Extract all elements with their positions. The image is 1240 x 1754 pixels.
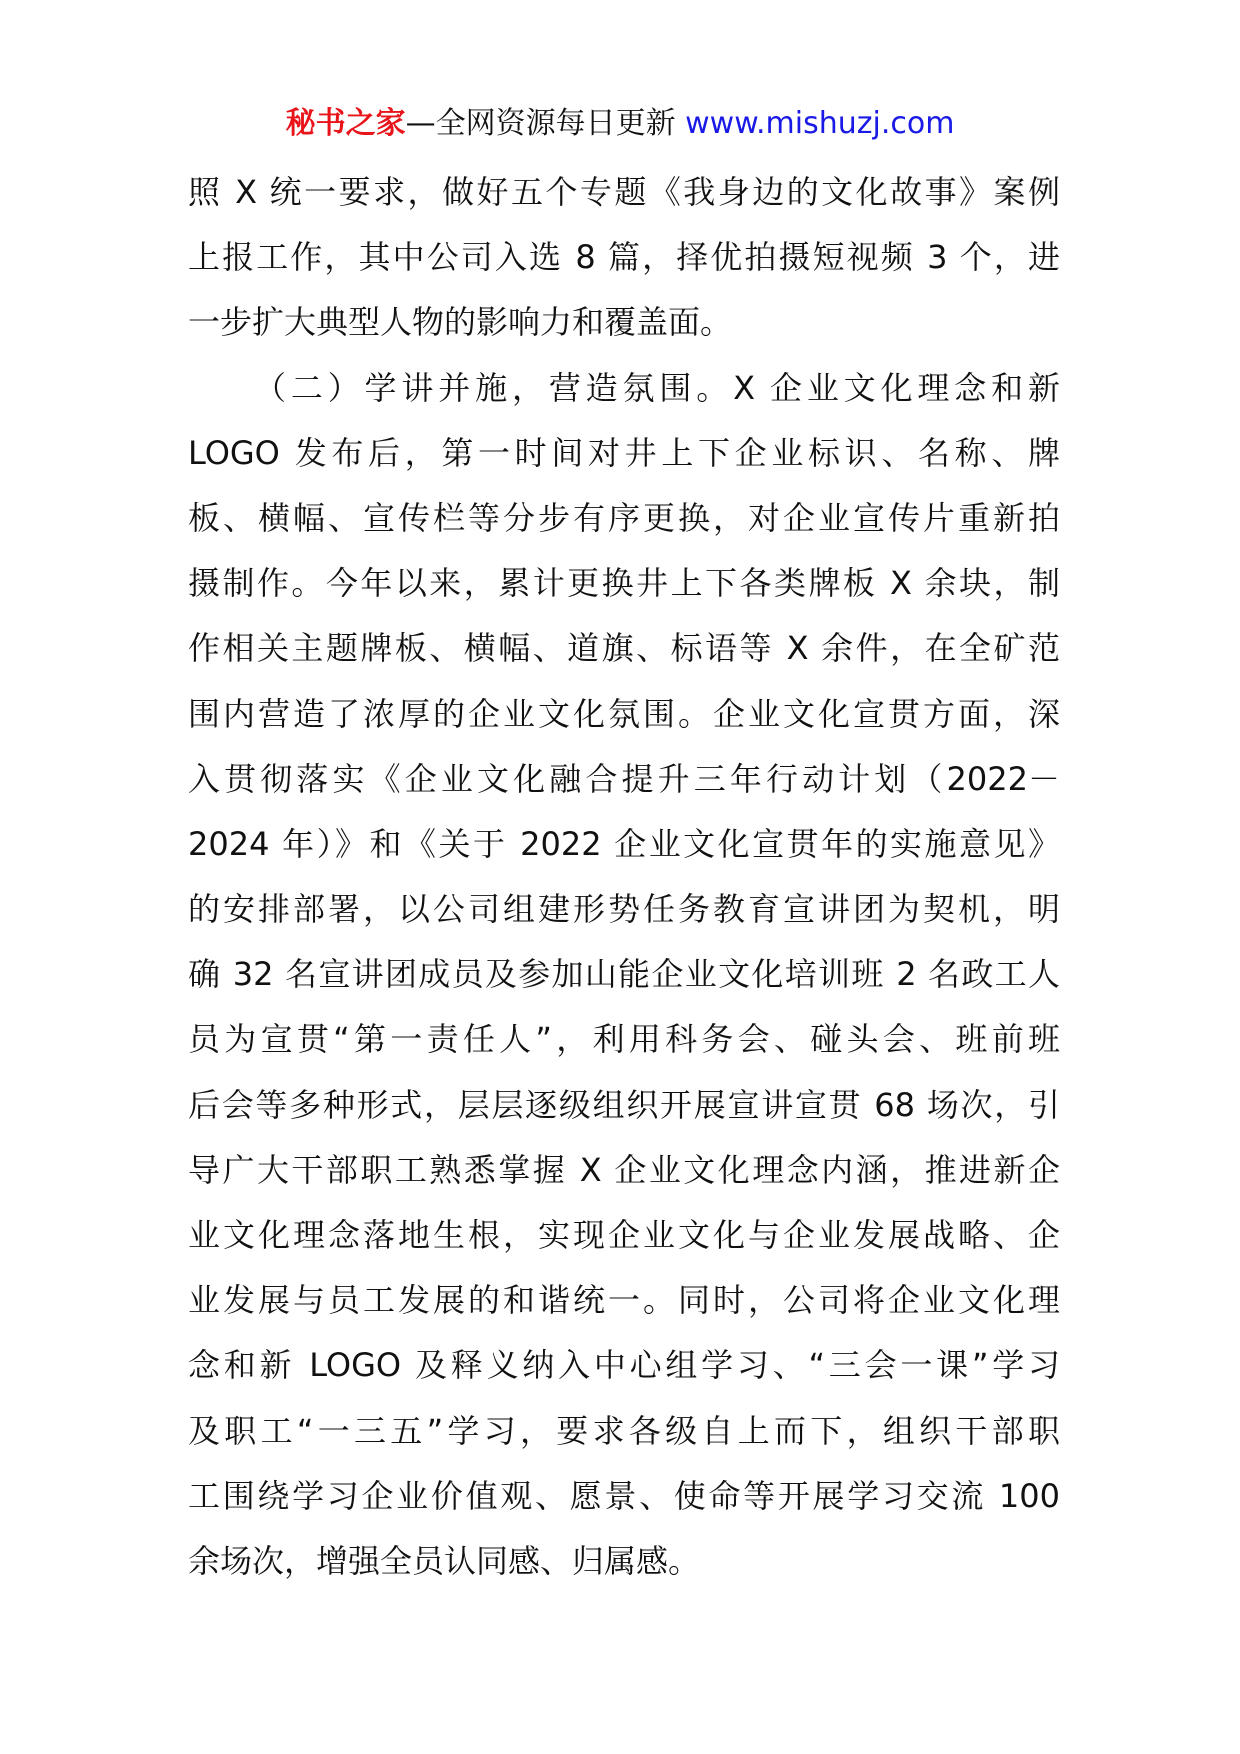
text-line: 余场次，增强全员认同感、归属感。	[188, 1541, 701, 1580]
text-line: 围内营造了浓厚的企业文化氛围。企业文化宣贯方面，深	[188, 694, 1060, 733]
paragraph-1	[188, 160, 1060, 356]
text-line: 摄制作。今年以来，累计更换井上下各类牌板 X 余块，制	[188, 564, 1060, 603]
text-line: 工围绕学习企业价值观、愿景、使命等开展学习交流 100	[188, 1476, 1060, 1515]
text-line: 确 32 名宣讲团成员及参加山能企业文化培训班 2 名政工人	[188, 955, 1060, 994]
text-line: 照 X 统一要求，做好五个专题《我身边的文化故事》案例	[188, 173, 1060, 211]
text-line: 念和新 LOGO 及释义纳入中心组学习、“三会一课”学习	[188, 1346, 1060, 1385]
text-line: 入贯彻落实《企业文化融合提升三年行动计划（2022－	[188, 759, 1060, 798]
text-line: 导广大干部职工熟悉掌握 X 企业文化理念内涵，推进新企	[188, 1150, 1060, 1189]
paragraph-2	[188, 356, 1060, 1595]
text-line: 板、横幅、宣传栏等分步有序更换，对企业宣传片重新拍	[188, 498, 1060, 537]
text-line: 后会等多种形式，层层逐级组织开展宣讲宣贯 68 场次，引	[188, 1085, 1060, 1124]
text-line: 上报工作，其中公司入选 8 篇，择优拍摄短视频 3 个，进	[188, 238, 1060, 277]
text-line: 业文化理念落地生根，实现企业文化与企业发展战略、企	[188, 1216, 1060, 1254]
text-line: 作相关主题牌板、横幅、道旗、标语等 X 余件，在全矿范	[188, 629, 1060, 668]
site-url-link[interactable]: www.mishuzj.com	[685, 106, 955, 141]
site-tagline: —全网资源每日更新	[405, 106, 686, 141]
document-body	[188, 160, 1060, 1594]
text-line: 的安排部署，以公司组建形势任务教育宣讲团为契机，明	[188, 890, 1060, 929]
page-header	[0, 104, 1240, 144]
site-brand: 秘书之家	[285, 106, 406, 141]
text-line: （二）学讲并施，营造氛围。X 企业文化理念和新	[254, 368, 1060, 407]
text-line: 2024 年）》和《关于 2022 企业文化宣贯年的实施意见》	[188, 824, 1060, 863]
text-line: 业发展与员工发展的和谐统一。同时，公司将企业文化理	[188, 1281, 1060, 1320]
text-line: 员为宣贯“第一责任人”，利用科务会、碰头会、班前班	[188, 1020, 1060, 1059]
text-line: LOGO 发布后，第一时间对井上下企业标识、名称、牌	[188, 433, 1060, 472]
text-line: 及职工“一三五”学习，要求各级自上而下，组织干部职	[188, 1411, 1060, 1450]
text-line: 一步扩大典型人物的影响力和覆盖面。	[188, 303, 733, 342]
